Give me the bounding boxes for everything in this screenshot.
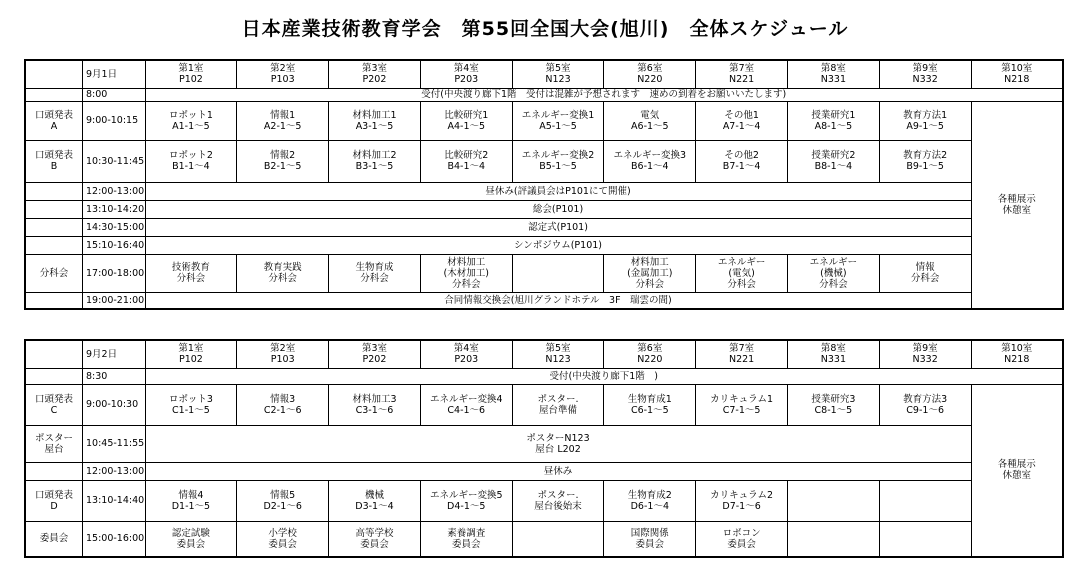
room-header: 第7室 N221 — [696, 60, 788, 88]
room-header: 第4室 P203 — [420, 340, 512, 368]
room-header: 第8室 N331 — [787, 60, 879, 88]
session-cell: カリキュラム1 C7-1〜5 — [696, 384, 788, 425]
date-label: 9月1日 — [82, 60, 145, 88]
symposium-row — [25, 236, 1063, 254]
room-header: 第1室 P102 — [145, 340, 237, 368]
session-label: 口頭発表 C — [25, 384, 82, 425]
session-cell: その他1 A7-1〜4 — [696, 101, 788, 140]
oral-c-row — [25, 384, 1063, 425]
committee-cell-empty — [879, 521, 971, 557]
session-cell: 教育方法2 B9-1〜5 — [879, 140, 971, 182]
lunch-row — [25, 462, 1063, 480]
general-meeting-text: 総会(P101) — [145, 200, 971, 218]
session-cell: 生物育成2 D6-1〜4 — [604, 480, 696, 521]
session-cell: ロボット3 C1-1〜5 — [145, 384, 237, 425]
general-meeting-row — [25, 200, 1063, 218]
committee-cell-empty — [787, 521, 879, 557]
time-cell: 9:00-10:30 — [82, 384, 145, 425]
committee-cell: ロボコン 委員会 — [696, 521, 788, 557]
room-header: 第2室 P103 — [237, 340, 329, 368]
room-header: 第8室 N331 — [787, 340, 879, 368]
session-label: ポスター 屋台 — [25, 425, 82, 462]
room-header: 第3室 P202 — [329, 60, 421, 88]
room-header: 第6室 N220 — [604, 340, 696, 368]
sectional-cell: エネルギー (電気) 分科会 — [696, 254, 788, 292]
lunch-text: 昼休み(評議員会はP101にて開催) — [145, 182, 971, 200]
time-cell: 8:00 — [82, 88, 145, 101]
room-header: 第6室 N220 — [604, 60, 696, 88]
award-text: 認定式(P101) — [145, 218, 971, 236]
session-cell: 情報4 D1-1〜5 — [145, 480, 237, 521]
sectional-cell: 材料加工 (木材加工) 分科会 — [420, 254, 512, 292]
sectional-cell: 材料加工 (金属加工) 分科会 — [604, 254, 696, 292]
time-cell: 19:00-21:00 — [82, 292, 145, 309]
time-cell: 8:30 — [82, 368, 145, 384]
room-header: 第7室 N221 — [696, 340, 788, 368]
schedule-table-day2 — [24, 339, 1064, 558]
session-cell: ロボット1 A1-1〜5 — [145, 101, 237, 140]
exhibit-rest-room: 各種展示 休憩室 — [971, 101, 1063, 309]
session-cell: 授業研究1 A8-1〜5 — [787, 101, 879, 140]
exchange-text: 合同情報交換会(旭川グランドホテル 3F 瑞雲の間) — [145, 292, 971, 309]
committee-row — [25, 521, 1063, 557]
session-cell: 生物育成1 C6-1〜5 — [604, 384, 696, 425]
committee-cell: 高等学校 委員会 — [329, 521, 421, 557]
session-cell: 材料加工3 C3-1〜6 — [329, 384, 421, 425]
session-cell: ポスター. 屋台後始末 — [512, 480, 604, 521]
oral-d-row — [25, 480, 1063, 521]
time-cell: 12:00-13:00 — [82, 462, 145, 480]
oral-b-row — [25, 140, 1063, 182]
oral-a-row — [25, 101, 1063, 140]
time-cell: 17:00-18:00 — [82, 254, 145, 292]
session-cell: カリキュラム2 D7-1〜6 — [696, 480, 788, 521]
session-cell: ポスター. 屋台準備 — [512, 384, 604, 425]
exhibit-rest-room: 各種展示 休憩室 — [971, 384, 1063, 557]
sectional-cell: 教育実践 分科会 — [237, 254, 329, 292]
committee-cell-empty — [512, 521, 604, 557]
time-cell: 12:00-13:00 — [82, 182, 145, 200]
session-cell: エネルギー変換4 C4-1〜6 — [420, 384, 512, 425]
session-cell: エネルギー変換1 A5-1〜5 — [512, 101, 604, 140]
room-header: 第10室 N218 — [971, 340, 1063, 368]
session-cell: 授業研究3 C8-1〜5 — [787, 384, 879, 425]
session-cell: 教育方法1 A9-1〜5 — [879, 101, 971, 140]
sectional-cell-empty — [512, 254, 604, 292]
session-cell: 教育方法3 C9-1〜6 — [879, 384, 971, 425]
award-row — [25, 218, 1063, 236]
session-cell: 情報3 C2-1〜6 — [237, 384, 329, 425]
poster-row — [25, 425, 1063, 462]
room-header: 第3室 P202 — [329, 340, 421, 368]
schedule-table-day1 — [24, 59, 1064, 310]
time-cell: 15:00-16:00 — [82, 521, 145, 557]
session-label: 口頭発表 D — [25, 480, 82, 521]
session-cell-empty — [879, 480, 971, 521]
sectional-cell: 情報 分科会 — [879, 254, 971, 292]
session-label: 分科会 — [25, 254, 82, 292]
reception-row — [25, 368, 1063, 384]
time-cell: 10:30-11:45 — [82, 140, 145, 182]
room-header: 第9室 N332 — [879, 60, 971, 88]
time-cell: 9:00-10:15 — [82, 101, 145, 140]
time-cell: 15:10-16:40 — [82, 236, 145, 254]
session-label: 口頭発表 A — [25, 101, 82, 140]
session-cell: 情報1 A2-1〜5 — [237, 101, 329, 140]
poster-text: ポスターN123 屋台 L202 — [145, 425, 971, 462]
session-cell: 比較研究1 A4-1〜5 — [420, 101, 512, 140]
sectional-cell: 技術教育 分科会 — [145, 254, 237, 292]
session-cell: 情報2 B2-1〜5 — [237, 140, 329, 182]
reception-row — [25, 88, 1063, 101]
session-cell: 電気 A6-1〜5 — [604, 101, 696, 140]
committee-cell: 国際関係 委員会 — [604, 521, 696, 557]
session-cell: エネルギー変換3 B6-1〜4 — [604, 140, 696, 182]
committee-cell: 素養調査 委員会 — [420, 521, 512, 557]
session-cell: 授業研究2 B8-1〜4 — [787, 140, 879, 182]
sectional-row — [25, 254, 1063, 292]
time-cell: 13:10-14:20 — [82, 200, 145, 218]
time-cell: 13:10-14:40 — [82, 480, 145, 521]
session-cell: ロボット2 B1-1〜4 — [145, 140, 237, 182]
session-label: 口頭発表 B — [25, 140, 82, 182]
room-header: 第10室 N218 — [971, 60, 1063, 88]
room-header-row — [25, 340, 1063, 368]
lunch-text: 昼休み — [145, 462, 971, 480]
reception-text: 受付(中央渡り廊下1階 ) — [145, 368, 1063, 384]
time-cell: 10:45-11:55 — [82, 425, 145, 462]
room-header: 第9室 N332 — [879, 340, 971, 368]
date-label: 9月2日 — [82, 340, 145, 368]
room-header: 第5室 N123 — [512, 60, 604, 88]
room-header-row — [25, 60, 1063, 88]
session-cell: 機械 D3-1〜4 — [329, 480, 421, 521]
committee-cell: 認定試験 委員会 — [145, 521, 237, 557]
committee-cell: 小学校 委員会 — [237, 521, 329, 557]
session-cell: エネルギー変換5 D4-1〜5 — [420, 480, 512, 521]
session-cell: 比較研究2 B4-1〜4 — [420, 140, 512, 182]
reception-text: 受付(中央渡り廊下1階 受付は混雑が予想されます 速めの到着をお願いいたします) — [145, 88, 1063, 101]
session-cell: 情報5 D2-1〜6 — [237, 480, 329, 521]
page-title: 日本産業技術教育学会 第55回全国大会(旭川) 全体スケジュール — [241, 18, 849, 40]
session-cell-empty — [787, 480, 879, 521]
room-header: 第2室 P103 — [237, 60, 329, 88]
session-cell: エネルギー変換2 B5-1〜5 — [512, 140, 604, 182]
room-header: 第5室 N123 — [512, 340, 604, 368]
exchange-row — [25, 292, 1063, 309]
room-header: 第4室 P203 — [420, 60, 512, 88]
sectional-cell: エネルギー (機械) 分科会 — [787, 254, 879, 292]
time-cell: 14:30-15:00 — [82, 218, 145, 236]
lunch-row — [25, 182, 1063, 200]
session-label: 委員会 — [25, 521, 82, 557]
symposium-text: シンポジウム(P101) — [145, 236, 971, 254]
room-header: 第1室 P102 — [145, 60, 237, 88]
sectional-cell: 生物育成 分科会 — [329, 254, 421, 292]
session-cell: その他2 B7-1〜4 — [696, 140, 788, 182]
session-cell: 材料加工2 B3-1〜5 — [329, 140, 421, 182]
session-cell: 材料加工1 A3-1〜5 — [329, 101, 421, 140]
